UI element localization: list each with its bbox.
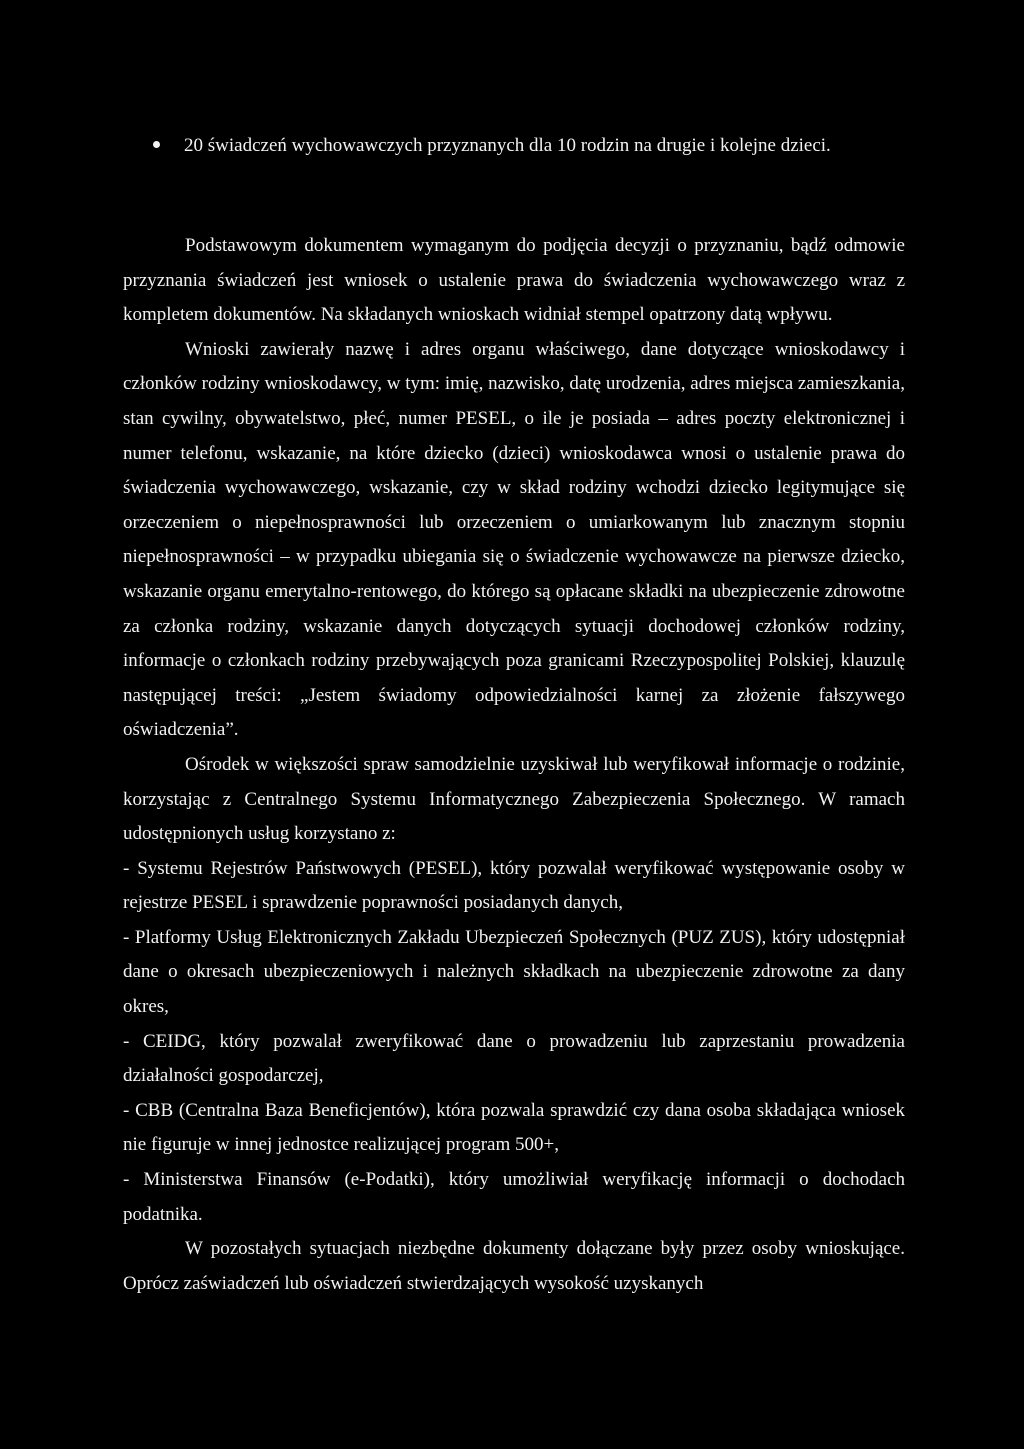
paragraph-application-contents: Wnioski zawierały nazwę i adres organu właściwego, dane dotyczące wnioskodawcy i członków rodziny wnioskodawcy, w tym: imię, nazwisko, datę urodzenia, adres miejsca zamieszkania, stan cywilny, obywatelstwo, płeć, numer PESEL, o ile je posiada – adres poczty elektronicznej i numer telefonu, wskazanie, na które dziecko (dzieci) wnioskodawca wnosi o ustalenie prawa do świadczenia wychowawczego, wskazanie, czy w skład rodziny wchodzi dziecko legitymujące się orzeczeniem o niepełnosprawności lub orzeczeniem o umiarkowanym lub znacznym stopniu niepełnosprawności – w przypadku ubiegania się o świadczenie wychowawcze na pierwsze dziecko, wskazanie organu emerytalno-rentowego, do którego są opłacane składki na ubezpieczenie zdrowotne za członka rodziny, wskazanie danych dotyczących sytuacji dochodowej członków rodziny, informacje o członkach rodziny przebywających poza granicami Rzeczypospolitej Polskiej, klauzulę następującej treści: „Jestem świadomy odpowiedzialności karnej za złożenie fałszywego oświadczenia”.: [123, 338, 905, 741]
bullet-item-text: 20 świadczeń wychowawczych przyznanych dla 10 rodzin na drugie i kolejne dzieci.: [184, 135, 831, 156]
paragraph-cbb: - CBB (Centralna Baza Beneficjentów), która pozwala sprawdzić czy dana osoba składająca wniosek nie figuruje w innej jednostce realizującej program 500+,: [123, 1099, 905, 1156]
paragraph-ceidg: - CEIDG, który pozwalał zweryfikować dane o prowadzeniu lub zaprzestaniu prowadzenia działalności gospodarczej,: [123, 1030, 905, 1087]
paragraph-puz-zus: - Platformy Usług Elektronicznych Zakładu Ubezpieczeń Społecznych (PUZ ZUS), który udostępniał dane o okresach ubezpieczeniowych i należnych składkach na ubezpieczenie zdrowotne za dany okres,: [123, 926, 905, 1018]
paragraph-center-verification: Ośrodek w większości spraw samodzielnie uzyskiwał lub weryfikował informacje o rodzinie, korzystając z Centralnego Systemu Informatycznego Zabezpieczenia Społecznego. W ramach udostępnionych usług korzystano z:: [123, 753, 905, 845]
bullet-icon: [153, 141, 160, 148]
paragraph-other-situations: W pozostałych sytuacjach niezbędne dokumenty dołączane były przez osoby wnioskujące. Oprócz zaświadczeń lub oświadczeń stwierdzających wysokość uzyskanych: [123, 1238, 905, 1294]
paragraph-e-podatki: - Ministerstwa Finansów (e-Podatki), który umożliwiał weryfikację informacji o dochodach podatnika.: [123, 1169, 905, 1225]
document-body: [123, 229, 905, 1301]
paragraph-pesel-system: - Systemu Rejestrów Państwowych (PESEL), który pozwalał weryfikować występowanie osoby w rejestrze PESEL i sprawdzenie poprawności posiadanych danych,: [123, 857, 905, 914]
paragraph-basic-document: Podstawowym dokumentem wymaganym do podjęcia decyzji o przyznaniu, bądź odmowie przyznania świadczeń jest wniosek o ustalenie prawa do świadczenia wychowawczego wraz z kompletem dokumentów. Na składanych wnioskach widniał stempel opatrzony datą wpływu.: [123, 235, 905, 326]
bullet-list-item: [153, 133, 913, 159]
